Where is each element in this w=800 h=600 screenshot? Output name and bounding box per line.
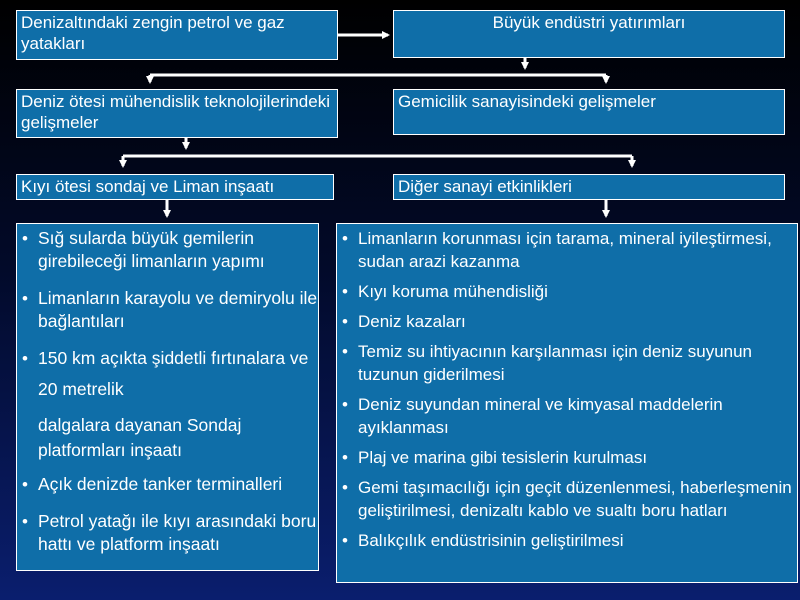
list-item: • Limanların karayolu ve demiryolu ile bağlantıları: [17, 287, 318, 333]
list-item: • Balıkçılık endüstrisinin geliştirilmesi: [337, 529, 797, 552]
list-item: • Açık denizde tanker terminalleri: [17, 473, 318, 496]
list-item: • Gemi taşımacılığı için geçit düzenlenmesi, haberleşmenin geliştirilmesi, denizaltı kablo ve sualtı boru hatları: [337, 476, 797, 522]
list-item: • 150 km açıkta şiddetli fırtınalara ve 20 metrelik: [17, 343, 318, 405]
box-text: Deniz ötesi mühendislik teknolojilerindeki gelişmeler: [21, 92, 330, 132]
box-text: Denizaltındaki zengin petrol ve gaz yatakları: [21, 13, 285, 53]
box-diger-sanayi: [393, 174, 785, 200]
box-text: Büyük endüstri yatırımları: [492, 13, 686, 32]
list-item: • Plaj ve marina gibi tesislerin kurulması: [337, 446, 797, 469]
box-kiyi-otesi-sondaj: [16, 174, 334, 200]
list-item: • Limanların korunması için tarama, mineral iyileştirmesi, sudan arazi kazanma: [337, 227, 797, 273]
box-buyuk-endustri-yatirimlari: [393, 10, 785, 58]
list-item: • Petrol yatağı ile kıyı arasındaki boru hattı ve platform inşaatı: [17, 510, 318, 556]
list-item: • Kıyı koruma mühendisliği: [337, 280, 797, 303]
list-item: • Temiz su ihtiyacının karşılanması için deniz suyunun tuzunun giderilmesi: [337, 340, 797, 386]
list-item: dalgalara dayanan Sondaj platformları inşaatı: [38, 415, 242, 460]
list-item: • Deniz kazaları: [337, 310, 797, 333]
box-gemicilik-sanayisi: [393, 89, 785, 135]
list-item: • Deniz suyundan mineral ve kimyasal maddelerin ayıklanması: [337, 393, 797, 439]
left-list-box: [16, 223, 319, 571]
list-item: • Sığ sularda büyük gemilerin girebileceği limanların yapımı: [17, 227, 318, 273]
right-list-box: [336, 223, 798, 583]
box-text: Kıyı ötesi sondaj ve Liman inşaatı: [21, 177, 275, 196]
box-text: Diğer sanayi etkinlikleri: [398, 177, 572, 196]
box-petrol-gaz-yataklari: [16, 10, 338, 60]
box-text: Gemicilik sanayisindeki gelişmeler: [398, 92, 656, 111]
box-deniz-otesi-muhendislik: [16, 89, 338, 138]
